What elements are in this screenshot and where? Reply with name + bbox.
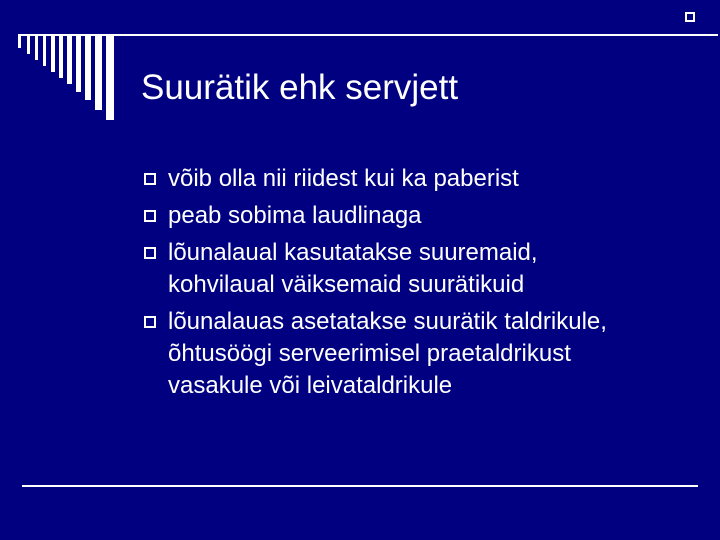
- stripe: [106, 34, 114, 120]
- bullet-line: võib olla nii riidest kui ka paberist: [168, 165, 519, 192]
- bullet-item: [141, 163, 701, 195]
- stripe: [95, 34, 102, 110]
- stripe: [35, 34, 38, 60]
- top-rule: [18, 34, 718, 36]
- bullet-line: õhtusöögi serveerimisel praetaldrikust: [168, 340, 571, 367]
- stripe: [59, 34, 63, 78]
- bullet-item: [141, 237, 701, 301]
- slide-title: Suurätik ehk servjett: [141, 68, 459, 107]
- bullet-line: peab sobima laudlinaga: [168, 202, 422, 229]
- bullet-line: kohvilaual väiksemaid suurätikuid: [168, 271, 525, 298]
- hollow-square-bullet-icon: [144, 316, 156, 328]
- stripe: [67, 34, 72, 84]
- hollow-square-bullet-icon: [144, 210, 156, 222]
- bullet-line: lõunalaual kasutatakse suuremaid,: [168, 239, 538, 266]
- hollow-square-bullet-icon: [144, 173, 156, 185]
- bullet-list: [141, 163, 701, 407]
- bullet-line: vasakule või leivataldrikule: [168, 372, 453, 399]
- stripe: [85, 34, 91, 100]
- bullet-item: [141, 306, 701, 402]
- stripe: [18, 34, 21, 48]
- hollow-square-bullet-icon: [144, 247, 156, 259]
- stripe: [51, 34, 55, 72]
- stripe: [76, 34, 81, 92]
- stripe-group: [18, 34, 114, 120]
- bullet-item: [141, 200, 701, 232]
- bottom-rule: [22, 485, 698, 487]
- stripe: [27, 34, 30, 54]
- corner-square-icon: [685, 12, 695, 22]
- bullet-line: lõunalauas asetatakse suurätik taldrikule,: [168, 308, 607, 335]
- stripe: [43, 34, 46, 66]
